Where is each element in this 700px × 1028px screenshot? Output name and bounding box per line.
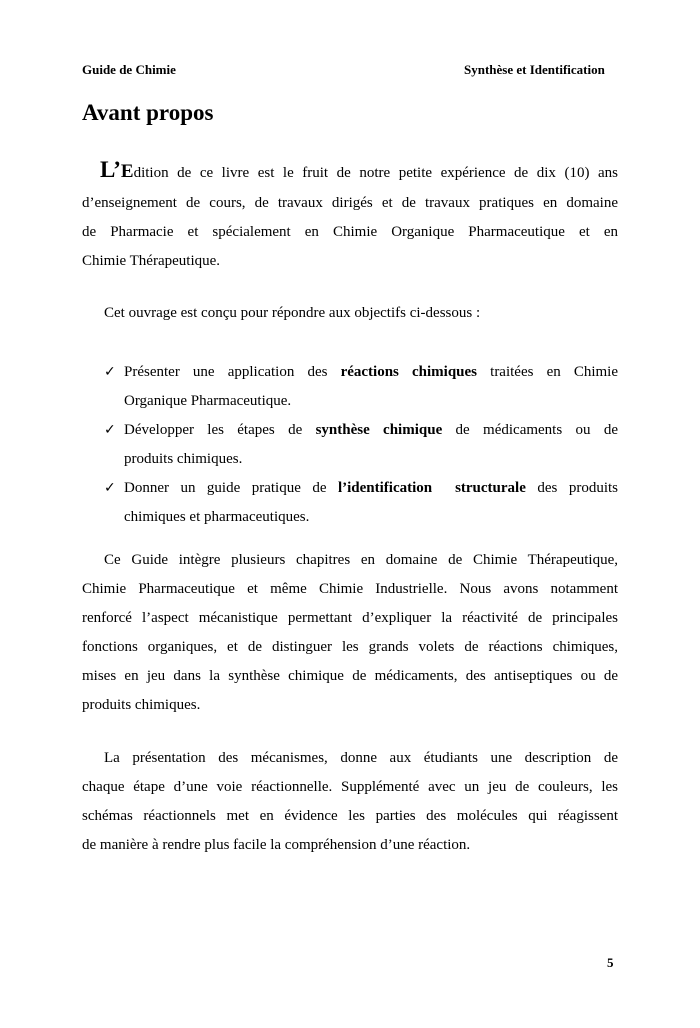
drop-cap: L’E — [100, 157, 134, 182]
intro-line-4: Chimie Thérapeutique. — [82, 253, 221, 269]
mechanisms-paragraph: La présentation des mécanismes, donne aux étudiants une description de chaque étape d’une voie réactionnelle. Supplémenté avec un jeu de couleurs, les schémas réactionnels met en évidence les parties des molécules qui réagissent de manière à rendre plus facile la compréhension d’une réaction. — [82, 750, 618, 853]
checkmark-icon: ✓ — [104, 422, 116, 438]
objectives-intro: Cet ouvrage est conçu pour répondre aux objectifs ci-dessous : — [104, 305, 481, 321]
running-header-right: Synthèse et Identification — [464, 62, 605, 77]
page-title: Avant propos — [82, 100, 214, 125]
checkmark-icon: ✓ — [104, 480, 116, 496]
intro-line-1: L’Edition de ce livre est le fruit de notre petite expérience de dix (10) ans — [100, 157, 618, 182]
intro-line-3: de Pharmacie et spécialement en Chimie Organique Pharmaceutique et en — [82, 224, 618, 240]
page-number: 5 — [607, 955, 614, 970]
running-header-left: Guide de Chimie — [82, 62, 176, 77]
objective-item: ✓ Donner un guide pratique de l’identification structurale des produits chimiques et pharmaceutiques. — [104, 474, 618, 532]
objective-item: ✓ Présenter une application des réactions chimiques traitées en Chimie Organique Pharmaceutique. — [104, 358, 618, 416]
checkmark-icon: ✓ — [104, 364, 116, 380]
objective-item: ✓ Développer les étapes de synthèse chimique de médicaments ou de produits chimiques. — [104, 416, 618, 474]
intro-paragraph — [82, 151, 618, 276]
objectives-list — [104, 358, 618, 532]
guide-paragraph: Ce Guide intègre plusieurs chapitres en domaine de Chimie Thérapeutique, Chimie Pharmaceutique et même Chimie Industrielle. Nous avons notamment renforcé l’aspect mécanistique permettant d’expliquer la réactivité de principales fonctions organiques, et de distinguer les grands volets de réactions chimiques, mises en jeu dans la synthèse chimique de médicaments, des antiseptiques ou de produits chimiques. — [82, 552, 618, 713]
intro-line-2: d’enseignement de cours, de travaux dirigés et de travaux pratiques en domaine — [82, 195, 618, 211]
